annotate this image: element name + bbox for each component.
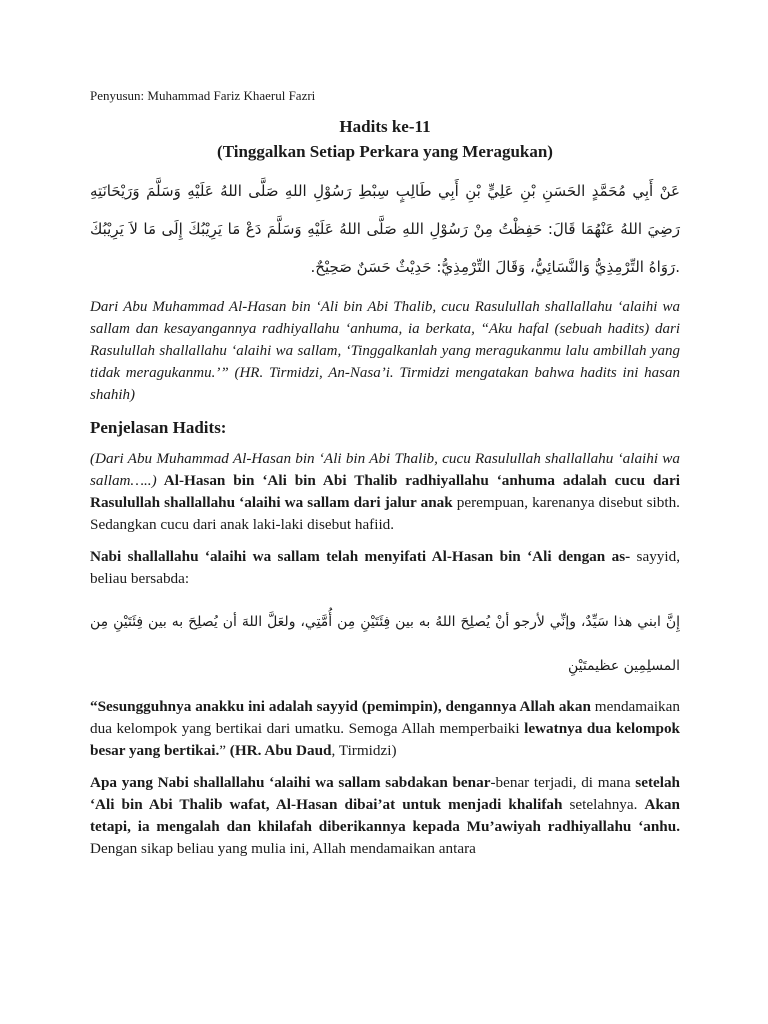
arabic-hadith-text: عَنْ أَبِي مُحَمَّدٍ الحَسَنِ بْنِ عَلِيٍّ بْنِ أَبِي طَالِبٍ سِبْطِ رَسُوْلِ اللهِ صَلَّى اللهُ عَلَيْهِ وَسَلَّمَ وَرَيْحَانَتِهِ رَضِيَ اللهُ عَنْهُمَا قَالَ: حَفِظْتُ مِنْ رَسُوْلِ اللهِ صَلَّى اللهُ عَلَيْهِ وَسَلَّمَ دَعْ مَا يَرِيْبُكَ إِلَى مَا لاَ يَرِيْبُكَ .رَوَاهُ التِّرْمِذِيُّ وَالنَّسَائِيُّ، وَقَالَ التِّرْمِذِيُّ: حَدِيْثٌ حَسَنٌ صَحِيْحٌ. [90,182,680,276]
page-subtitle: (Tinggalkan Setiap Perkara yang Meragukan) [217,142,553,161]
paragraph-2-normal: sayyid, beliau bersabda: [90,548,680,587]
paragraph-3-bold-3: (HR. Abu Daud [229,742,332,759]
paragraph-4-normal-1: -benar terjadi, di mana [490,774,636,791]
paragraph-3-normal-1: mendamaikan dua kelompok yang bertikai dari umatku. Semoga Allah memperbaiki [90,698,680,737]
arabic-quote-text: إِنَّ ابني هذا سَيِّدٌ، وإنِّي لأرجو أنْ يُصلِحَ اللهُ به بين فِئَتَيْنِ مِن أُمَّتِي، ولعَلَّ اللهَ أن يُصلِحَ به بين فِئَتَيْنِ مِن المسلِمِين عظيمتَيْنِ [90,614,680,674]
paragraph-1-normal: perempuan, karenanya disebut sibth. Sedangkan cucu dari anak laki-laki disebut hafiid. [90,494,680,533]
paragraph-2 [90,546,680,590]
page-title: Hadits ke-11 [339,117,431,136]
paragraph-4-normal-3: Dengan sikap beliau yang mulia ini, Allah mendamaikan antara [90,840,476,857]
paragraph-2-bold: Nabi shallallahu ‘alaihi wa sallam telah menyifati Al-Hasan bin ‘Ali dengan as- [90,548,631,565]
paragraph-3 [90,696,680,762]
paragraph-4-bold-3: Akan tetapi, ia mengalah dan khilafah diberikannya kepada Mu’awiyah radhiyallahu ‘anhu. [90,796,680,835]
document-page [90,88,680,870]
hadith-translation: Dari Abu Muhammad Al-Hasan bin ‘Ali bin Abi Thalib, cucu Rasulullah shallallahu ‘alaihi wa sallam dan kesayangannya radhiyallahu ‘anhuma, ia berkata, “Aku hafal (sebuah hadits) dari Rasulullah shallallahu ‘alaihi wa sallam, ‘Tinggalkanlah yang meragukanmu lalu ambillah yang tidak meragukanmu.’” (HR. Tirmidzi, An-Nasa’i. Tirmidzi mengatakan bahwa hadits ini hasan shahih) [90,299,680,403]
paragraph-3-normal-2: ” [219,742,230,759]
paragraph-1-italic: (Dari Abu Muhammad Al-Hasan bin ‘Ali bin Abi Thalib, cucu Rasulullah shallallahu ‘alaihi wa sallam…..) [90,450,680,489]
paragraph-3-normal-3: , Tirmidzi) [331,742,397,759]
section-heading: Penjelasan Hadits: [90,418,227,437]
author-line: Penyusun: Muhammad Fariz Khaerul Fazri [90,88,316,103]
paragraph-4-normal-2: setelahnya. [562,796,645,813]
paragraph-1-bold: Al-Hasan bin ‘Ali bin Abi Thalib radhiyallahu ‘anhuma adalah cucu dari Rasulullah shallallahu ‘alaihi wa sallam dari jalur anak [90,472,680,511]
paragraph-1 [90,448,680,536]
paragraph-3-bold-1: “Sesungguhnya anakku ini adalah sayyid (pemimpin), dengannya Allah akan [90,698,591,715]
paragraph-4 [90,772,680,860]
paragraph-4-bold-1: Apa yang Nabi shallallahu ‘alaihi wa sallam sabdakan benar [90,774,491,791]
paragraph-4-bold-2: setelah ‘Ali bin Abi Thalib wafat, Al-Hasan dibai’at untuk menjadi khalifah [90,774,681,813]
paragraph-3-bold-2: lewatnya dua kelompok besar yang bertikai. [90,720,680,759]
